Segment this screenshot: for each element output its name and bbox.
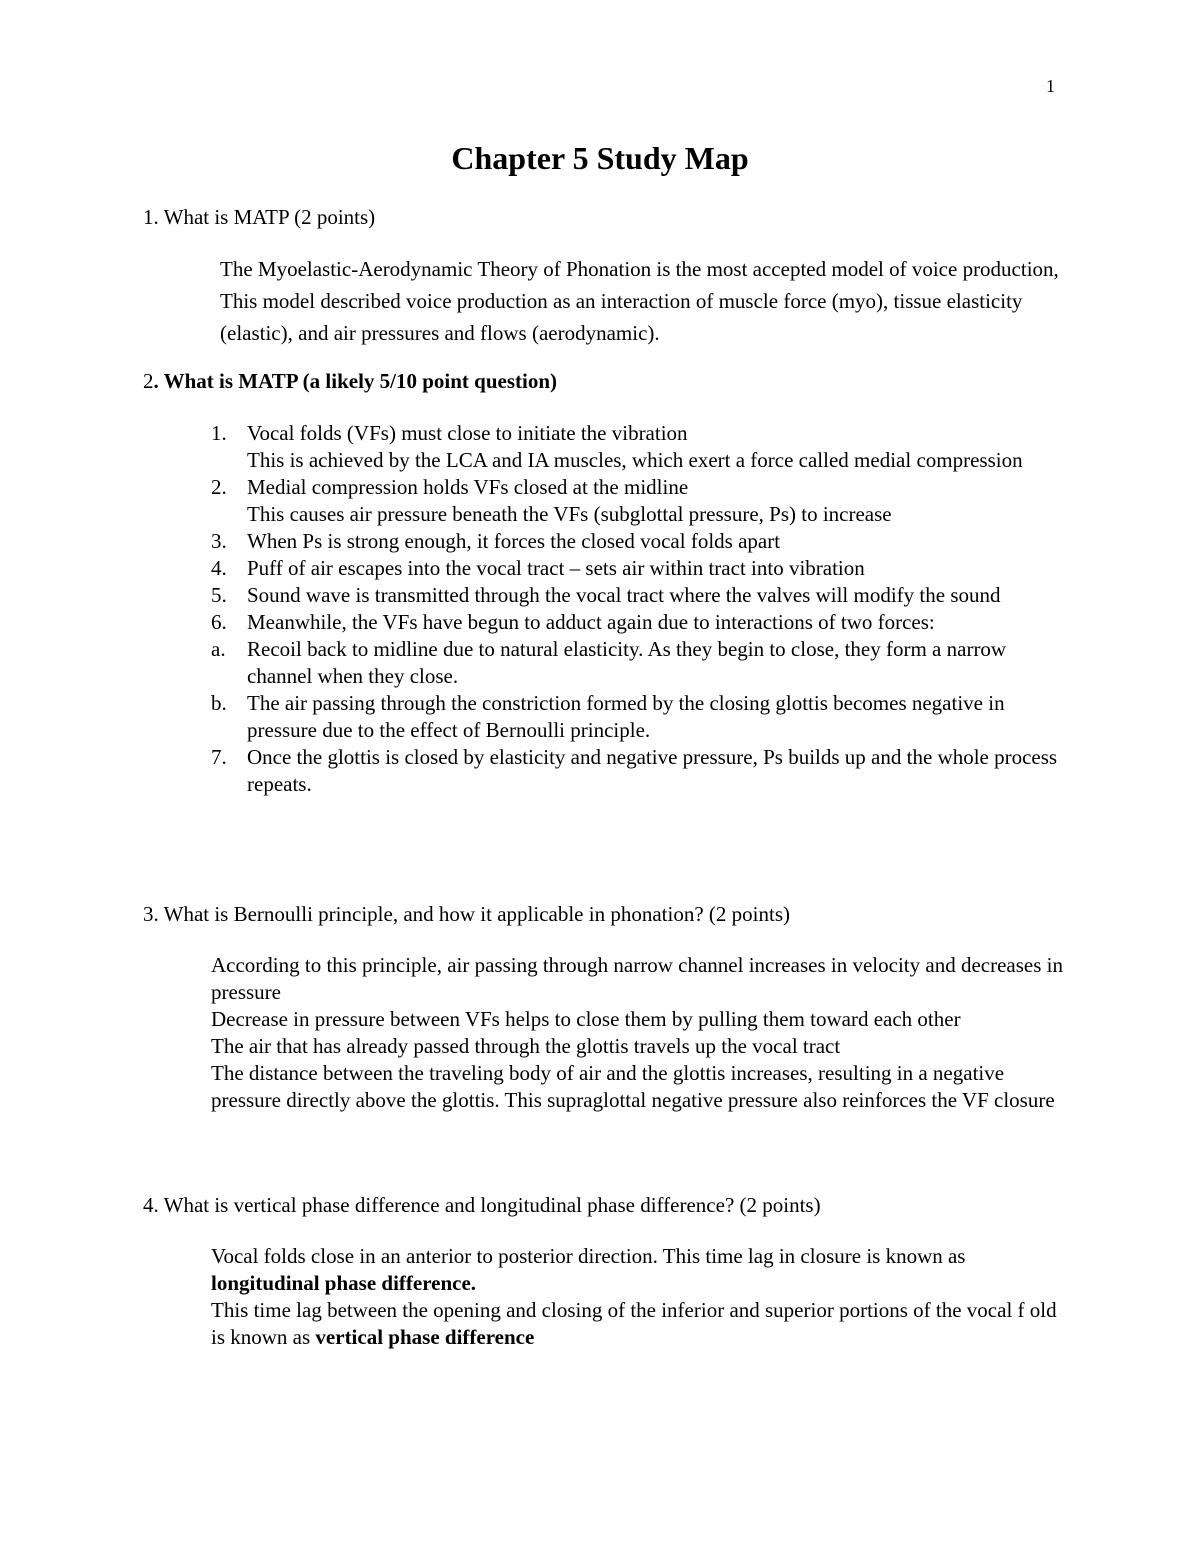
- question-1-answer: The Myoelastic-Aerodynamic Theory of Phonation is the most accepted model of voice production, This model described voice production as an interaction of muscle force (myo), tissue elasticity (elastic), and air pressures and flows (aerodynamic).: [220, 257, 1059, 345]
- list-item-text: Once the glottis is closed by elasticity and negative pressure, Ps builds up and the whole process repeats.: [247, 745, 1058, 796]
- list-item-text: When Ps is strong enough, it forces the closed vocal folds apart: [247, 529, 781, 553]
- question-2-heading: [143, 368, 557, 395]
- question-2-number: 2: [143, 369, 154, 393]
- list-item: [211, 636, 1061, 690]
- list-item-text: This causes air pressure beneath the VFs (subglottal pressure, Ps) to increase: [247, 502, 892, 526]
- list-item-text: Medial compression holds VFs closed at the midline: [247, 475, 689, 499]
- list-marker: 6.: [211, 610, 227, 634]
- list-item: [211, 420, 1061, 474]
- answer-line: The distance between the traveling body of air and the glottis increases, resulting in a negative pressure directly above the glottis. This supraglottal negative pressure also reinforces the VF closure: [211, 1061, 1055, 1112]
- answer-line: The air that has already passed through the glottis travels up the vocal tract: [211, 1034, 841, 1058]
- page-title: Chapter 5 Study Map: [451, 140, 749, 176]
- question-4-heading: 4. What is vertical phase difference and longitudinal phase difference? (2 points): [143, 1193, 821, 1217]
- question-4-answer: [211, 1243, 1071, 1351]
- answer-line: [211, 1297, 1071, 1351]
- list-marker: b.: [211, 691, 227, 715]
- answer-text: Vocal folds close in an anterior to posterior direction. This time lag in closure is known as: [211, 1244, 966, 1268]
- list-item-text: Puff of air escapes into the vocal tract – sets air within tract into vibration: [247, 556, 865, 580]
- list-item-text: Recoil back to midline due to natural elasticity. As they begin to close, they form a narrow channel when they close.: [247, 637, 1007, 688]
- answer-line: Decrease in pressure between VFs helps to close them by pulling them toward each other: [211, 1007, 961, 1031]
- list-item: [211, 555, 1061, 582]
- list-marker: 1.: [211, 421, 227, 445]
- list-item: [211, 528, 1061, 555]
- list-marker: 4.: [211, 556, 227, 580]
- vertical-phase-term: vertical phase difference: [315, 1325, 535, 1349]
- answer-line: [211, 1243, 1071, 1297]
- list-item-text: Meanwhile, the VFs have begun to adduct again due to interactions of two forces:: [247, 610, 935, 634]
- list-item-text: Sound wave is transmitted through the vocal tract where the valves will modify the sound: [247, 583, 1001, 607]
- question-3-answer: [211, 952, 1071, 1114]
- answer-text: This time lag between the opening and closing of the inferior and superior portions of the vocal f old is known as: [211, 1298, 1057, 1349]
- list-marker: 7.: [211, 745, 227, 769]
- list-item: [211, 474, 1061, 528]
- page-number: 1: [1046, 76, 1055, 96]
- list-item-text: Vocal folds (VFs) must close to initiate the vibration: [247, 421, 688, 445]
- list-item-text: The air passing through the constriction formed by the closing glottis becomes negative in pressure due to the effect of Bernoulli principle.: [247, 691, 1005, 742]
- list-item: [211, 582, 1061, 609]
- longitudinal-phase-term: longitudinal phase difference.: [211, 1271, 477, 1295]
- list-marker: a.: [211, 637, 226, 661]
- list-item: [211, 690, 1061, 744]
- list-item: [211, 609, 1061, 636]
- list-item: [211, 744, 1061, 798]
- question-1-heading: 1. What is MATP (2 points): [143, 205, 376, 229]
- matp-steps-list: [211, 420, 1061, 798]
- list-marker: 2.: [211, 475, 227, 499]
- list-marker: 3.: [211, 529, 227, 553]
- list-item-text: This is achieved by the LCA and IA muscles, which exert a force called medial compression: [247, 448, 1023, 472]
- question-3-heading: 3. What is Bernoulli principle, and how it applicable in phonation? (2 points): [143, 902, 790, 926]
- question-2-heading-text: . What is MATP (a likely 5/10 point question): [153, 369, 558, 393]
- list-marker: 5.: [211, 583, 227, 607]
- answer-line: According to this principle, air passing through narrow channel increases in velocity and decreases in pressure: [211, 953, 1063, 1004]
